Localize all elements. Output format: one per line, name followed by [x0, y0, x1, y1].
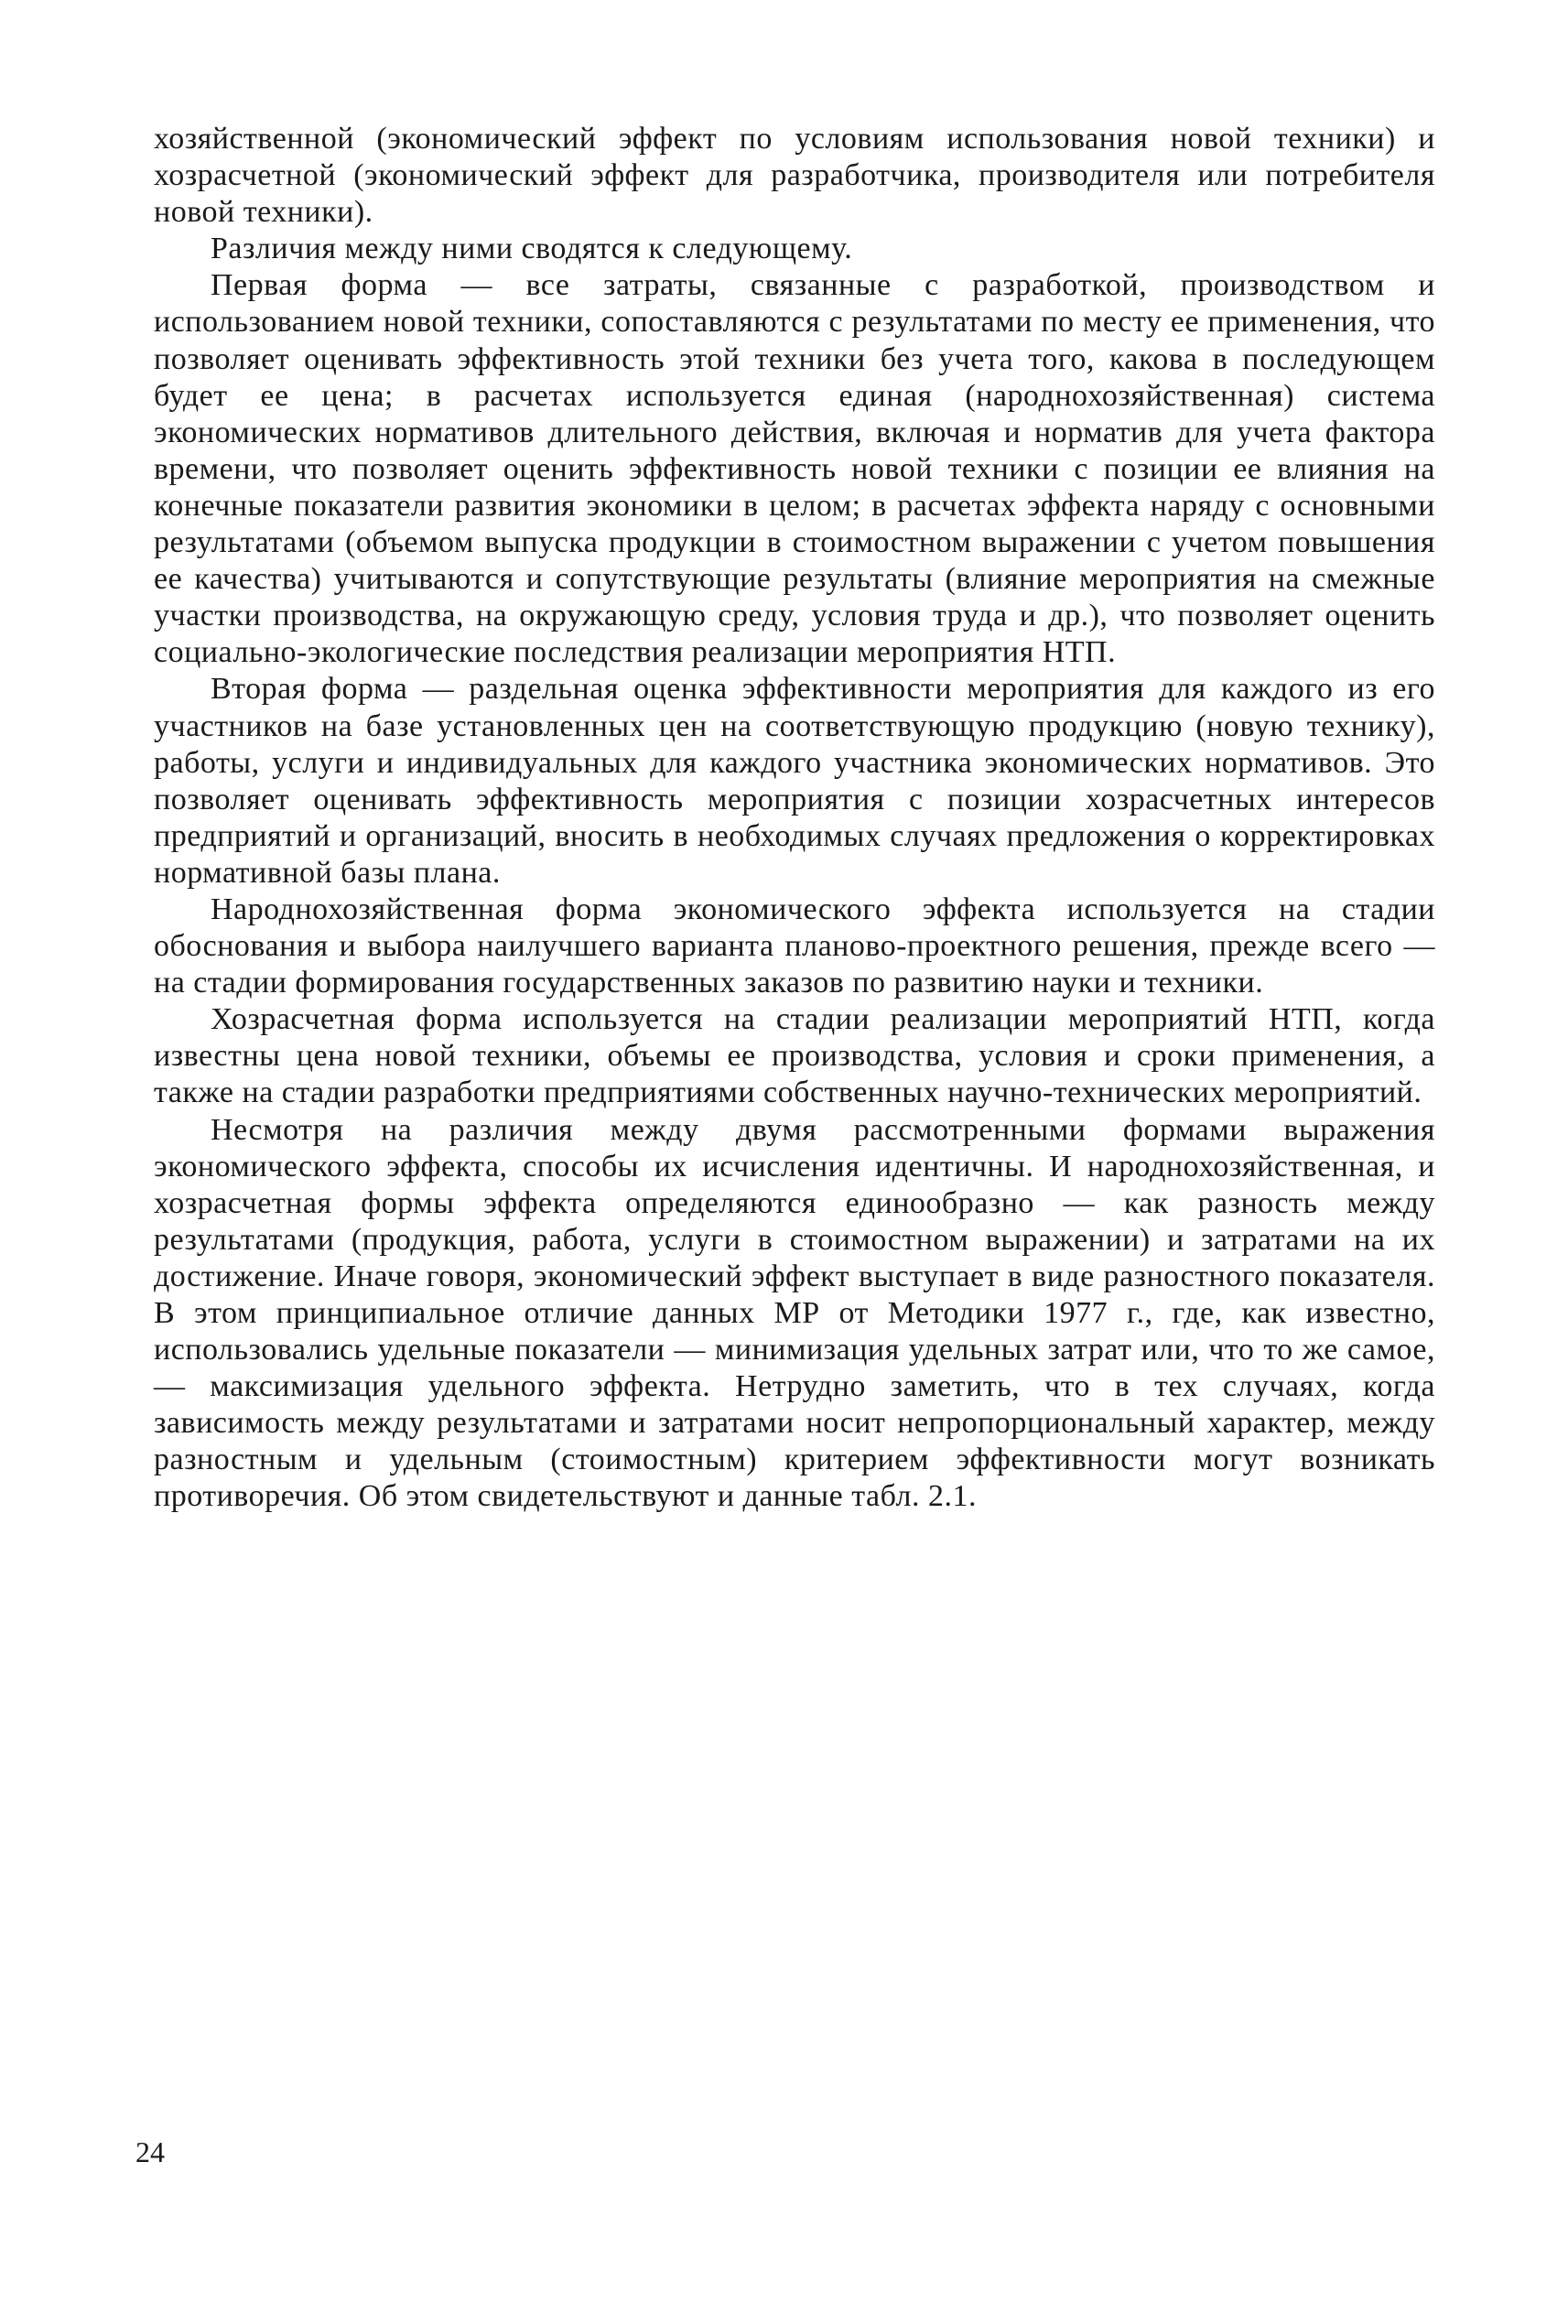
page-number: 24 [135, 2135, 165, 2168]
paragraph-second-form: Вторая форма — раздельная оценка эффективности мероприятия для каждого из его участников на базе установленных цен на соответствующую продукцию (новую технику), работы, услуги и индивидуальных для каждого участника экономических нормативов. Это позволяет оценивать эффективность мероприятия с позиции хозрасчетных интересов предприятий и организаций, вносить в необходимых случаях предложения о корректировках нормативной базы плана. [154, 672, 1435, 890]
paragraph-differences-conclusion: Несмотря на различия между двумя рассмотренными формами выражения экономического эффекта, способы их исчисления идентичны. И народнохозяйственная, и хозрасчетная формы эффекта определяются единообразно — как разность между результатами (продукция, работа, услуги в стоимостном выражении) и затратами на их достижение. Иначе говоря, экономический эффект выступает в виде разностного показателя. В этом принципиальное отличие данных МР от Методики 1977 г., где, как известно, использовались удельные показатели — минимизация удельных затрат или, что то же самое, — максимизация удельного эффекта. Нетрудно заметить, что в тех случаях, когда зависимость между результатами и затратами носит непропорциональный характер, между разностным и удельным (стоимостным) критерием эффективности могут возникать противоречия. Об этом свидетельствуют и данные табл. 2.1. [154, 1112, 1435, 1514]
paragraph-first-form: Первая форма — все затраты, связанные с разработкой, производством и использованием новой техники, сопоставляются с результатами по месту ее применения, что позволяет оценивать эффективность этой техники без учета того, какова в последующем будет ее цена; в расчетах используется единая (народнохозяйственная) система экономических нормативов длительного действия, включая и норматив для учета фактора времени, что позволяет оценить эффективность новой техники с позиции ее влияния на конечные показатели развития экономики в целом; в расчетах эффекта наряду с основными результатами (объемом выпуска продукции в стоимостном выражении с учетом повышения ее качества) учитываются и сопутствующие результаты (влияние мероприятия на смежные участки производства, на окружающую среду, условия труда и др.), что позволяет оценить социально-экологические последствия реализации мероприятия НТП. [154, 268, 1435, 670]
paragraph-national-form: Народнохозяйственная форма экономического эффекта используется на стадии обоснования и выбора наилучшего варианта планово-проектного решения, прежде всего — на стадии формирования государственных заказов по развитию науки и техники. [154, 892, 1435, 1000]
paragraph-differences: Различия между ними сводятся к следующему. [211, 232, 853, 266]
paragraph-self-financing-form: Хозрасчетная форма используется на стадии реализации мероприятий НТП, когда известны цена новой техники, объемы ее производства, условия и сроки применения, а также на стадии разработки предприятиями собственных научно-технических мероприятий. [154, 1002, 1435, 1110]
body-text [154, 121, 1435, 1516]
paragraph-continuation: хозяйственной (экономический эффект по условиям использования новой техники) и хозрасчетной (экономический эффект для разработчика, производителя или потребителя новой техники). [154, 122, 1435, 230]
